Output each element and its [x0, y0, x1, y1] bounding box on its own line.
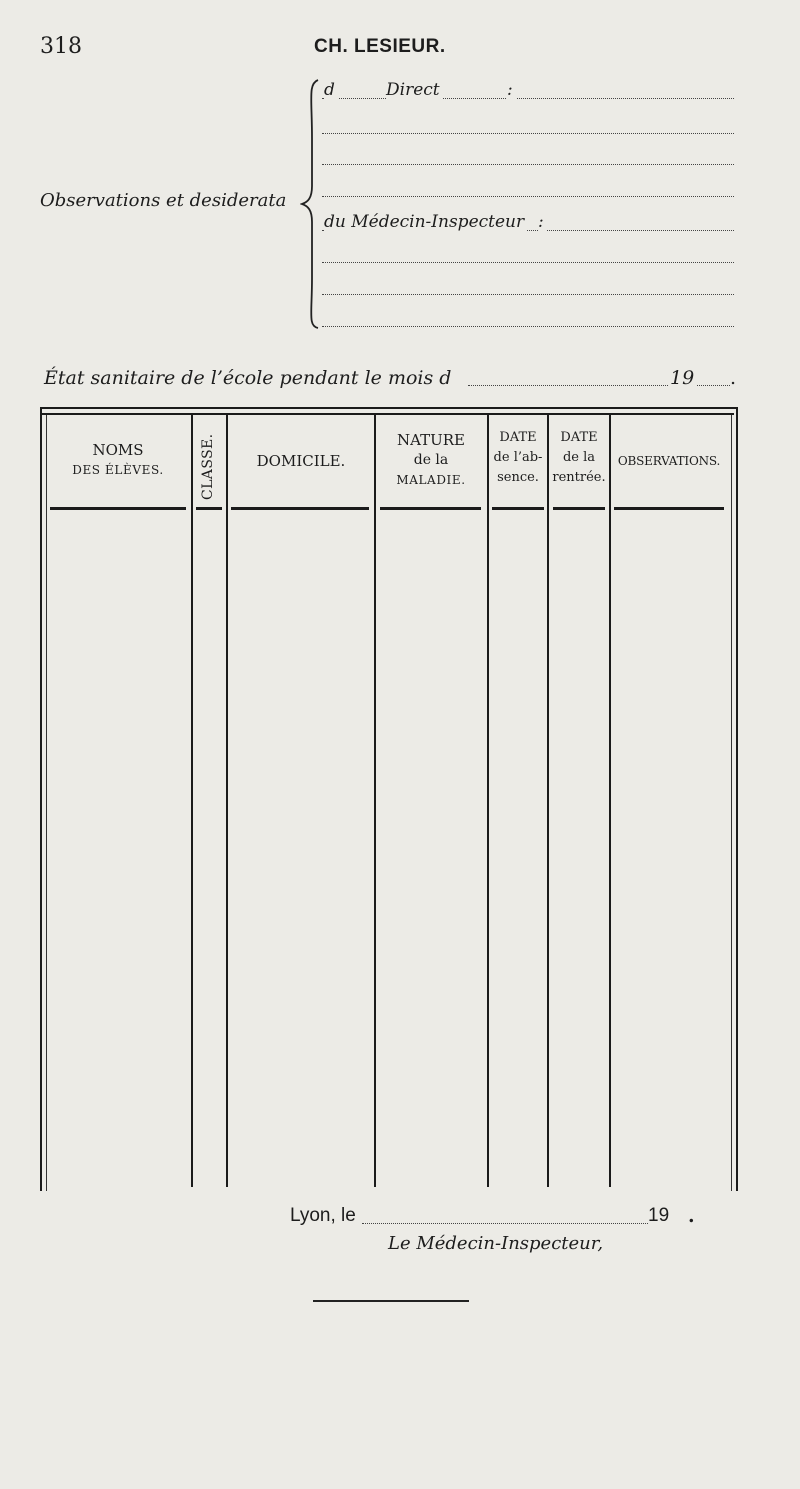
observation-line[interactable] — [322, 326, 734, 327]
observation-line[interactable] — [322, 262, 734, 263]
header-absence-line3: sence. — [497, 470, 539, 485]
header-nature — [376, 430, 486, 490]
inspector-colon: : — [538, 212, 547, 232]
column-divider — [547, 415, 549, 1187]
inspector-line[interactable] — [322, 214, 734, 232]
header-nature-line3: MALADIE. — [396, 473, 466, 487]
inspector-prefix: du Médecin-Inspecteur — [324, 212, 527, 232]
header-absence-line1: DATE — [499, 430, 537, 445]
header-underbar — [553, 507, 605, 510]
observation-line[interactable] — [322, 133, 734, 134]
header-rentree-line3: rentrée. — [552, 470, 606, 485]
closing-rule — [313, 1300, 469, 1302]
header-observations — [611, 451, 727, 471]
header-nature-line2: de la — [413, 452, 449, 468]
header-rentree-line1: DATE — [560, 430, 598, 445]
header-classe — [198, 430, 220, 500]
etat-end: . — [730, 367, 737, 389]
director-colon: : — [507, 80, 516, 100]
date-line[interactable] — [290, 1205, 710, 1229]
director-prefix: d — [324, 80, 338, 100]
register-table — [40, 407, 738, 1191]
etat-year: 19 — [670, 367, 695, 389]
header-classe-label: CLASSE. — [200, 433, 216, 500]
footer-year: 19 — [648, 1205, 670, 1226]
column-divider — [487, 415, 489, 1187]
header-rentree-line2: de la — [562, 450, 596, 465]
header-noms-line1: NOMS — [92, 441, 144, 459]
header-observations-label: OBSERVATIONS. — [617, 454, 721, 468]
column-divider — [226, 415, 228, 1187]
director-line[interactable] — [322, 82, 734, 100]
footer-end: . — [688, 1205, 695, 1227]
column-divider — [374, 415, 376, 1187]
header-underbar — [196, 507, 222, 510]
header-absence-line2: de l’ab- — [493, 450, 543, 465]
header-underbar — [380, 507, 481, 510]
header-nature-line1: NATURE — [396, 431, 466, 449]
running-head: CH. LESIEUR. — [314, 36, 446, 57]
etat-label: État sanitaire de l’école pendant le mois d — [44, 367, 452, 389]
table-inner-top-rule — [40, 413, 734, 415]
etat-line[interactable] — [44, 367, 736, 391]
brace-icon — [300, 78, 322, 330]
column-divider — [609, 415, 611, 1187]
header-underbar — [231, 507, 369, 510]
observations-label: Observations et desiderata — [40, 190, 287, 211]
signature-label: Le Médecin-Inspecteur, — [388, 1233, 604, 1254]
director-title: Direct — [386, 80, 443, 100]
observation-line[interactable] — [322, 196, 734, 197]
column-divider — [191, 415, 193, 1187]
header-rentree — [549, 428, 609, 488]
observation-line[interactable] — [322, 164, 734, 165]
header-domicile — [229, 451, 373, 471]
header-underbar — [492, 507, 544, 510]
header-domicile-label: DOMICILE. — [256, 452, 346, 470]
header-absence — [489, 428, 547, 488]
place-label: Lyon, le — [290, 1205, 356, 1226]
header-noms-line2: DES ÉLÈVES. — [72, 463, 164, 477]
observation-line[interactable] — [322, 294, 734, 295]
header-underbar — [614, 507, 724, 510]
page-number: 318 — [40, 34, 82, 59]
header-underbar — [50, 507, 186, 510]
header-noms — [48, 440, 188, 480]
